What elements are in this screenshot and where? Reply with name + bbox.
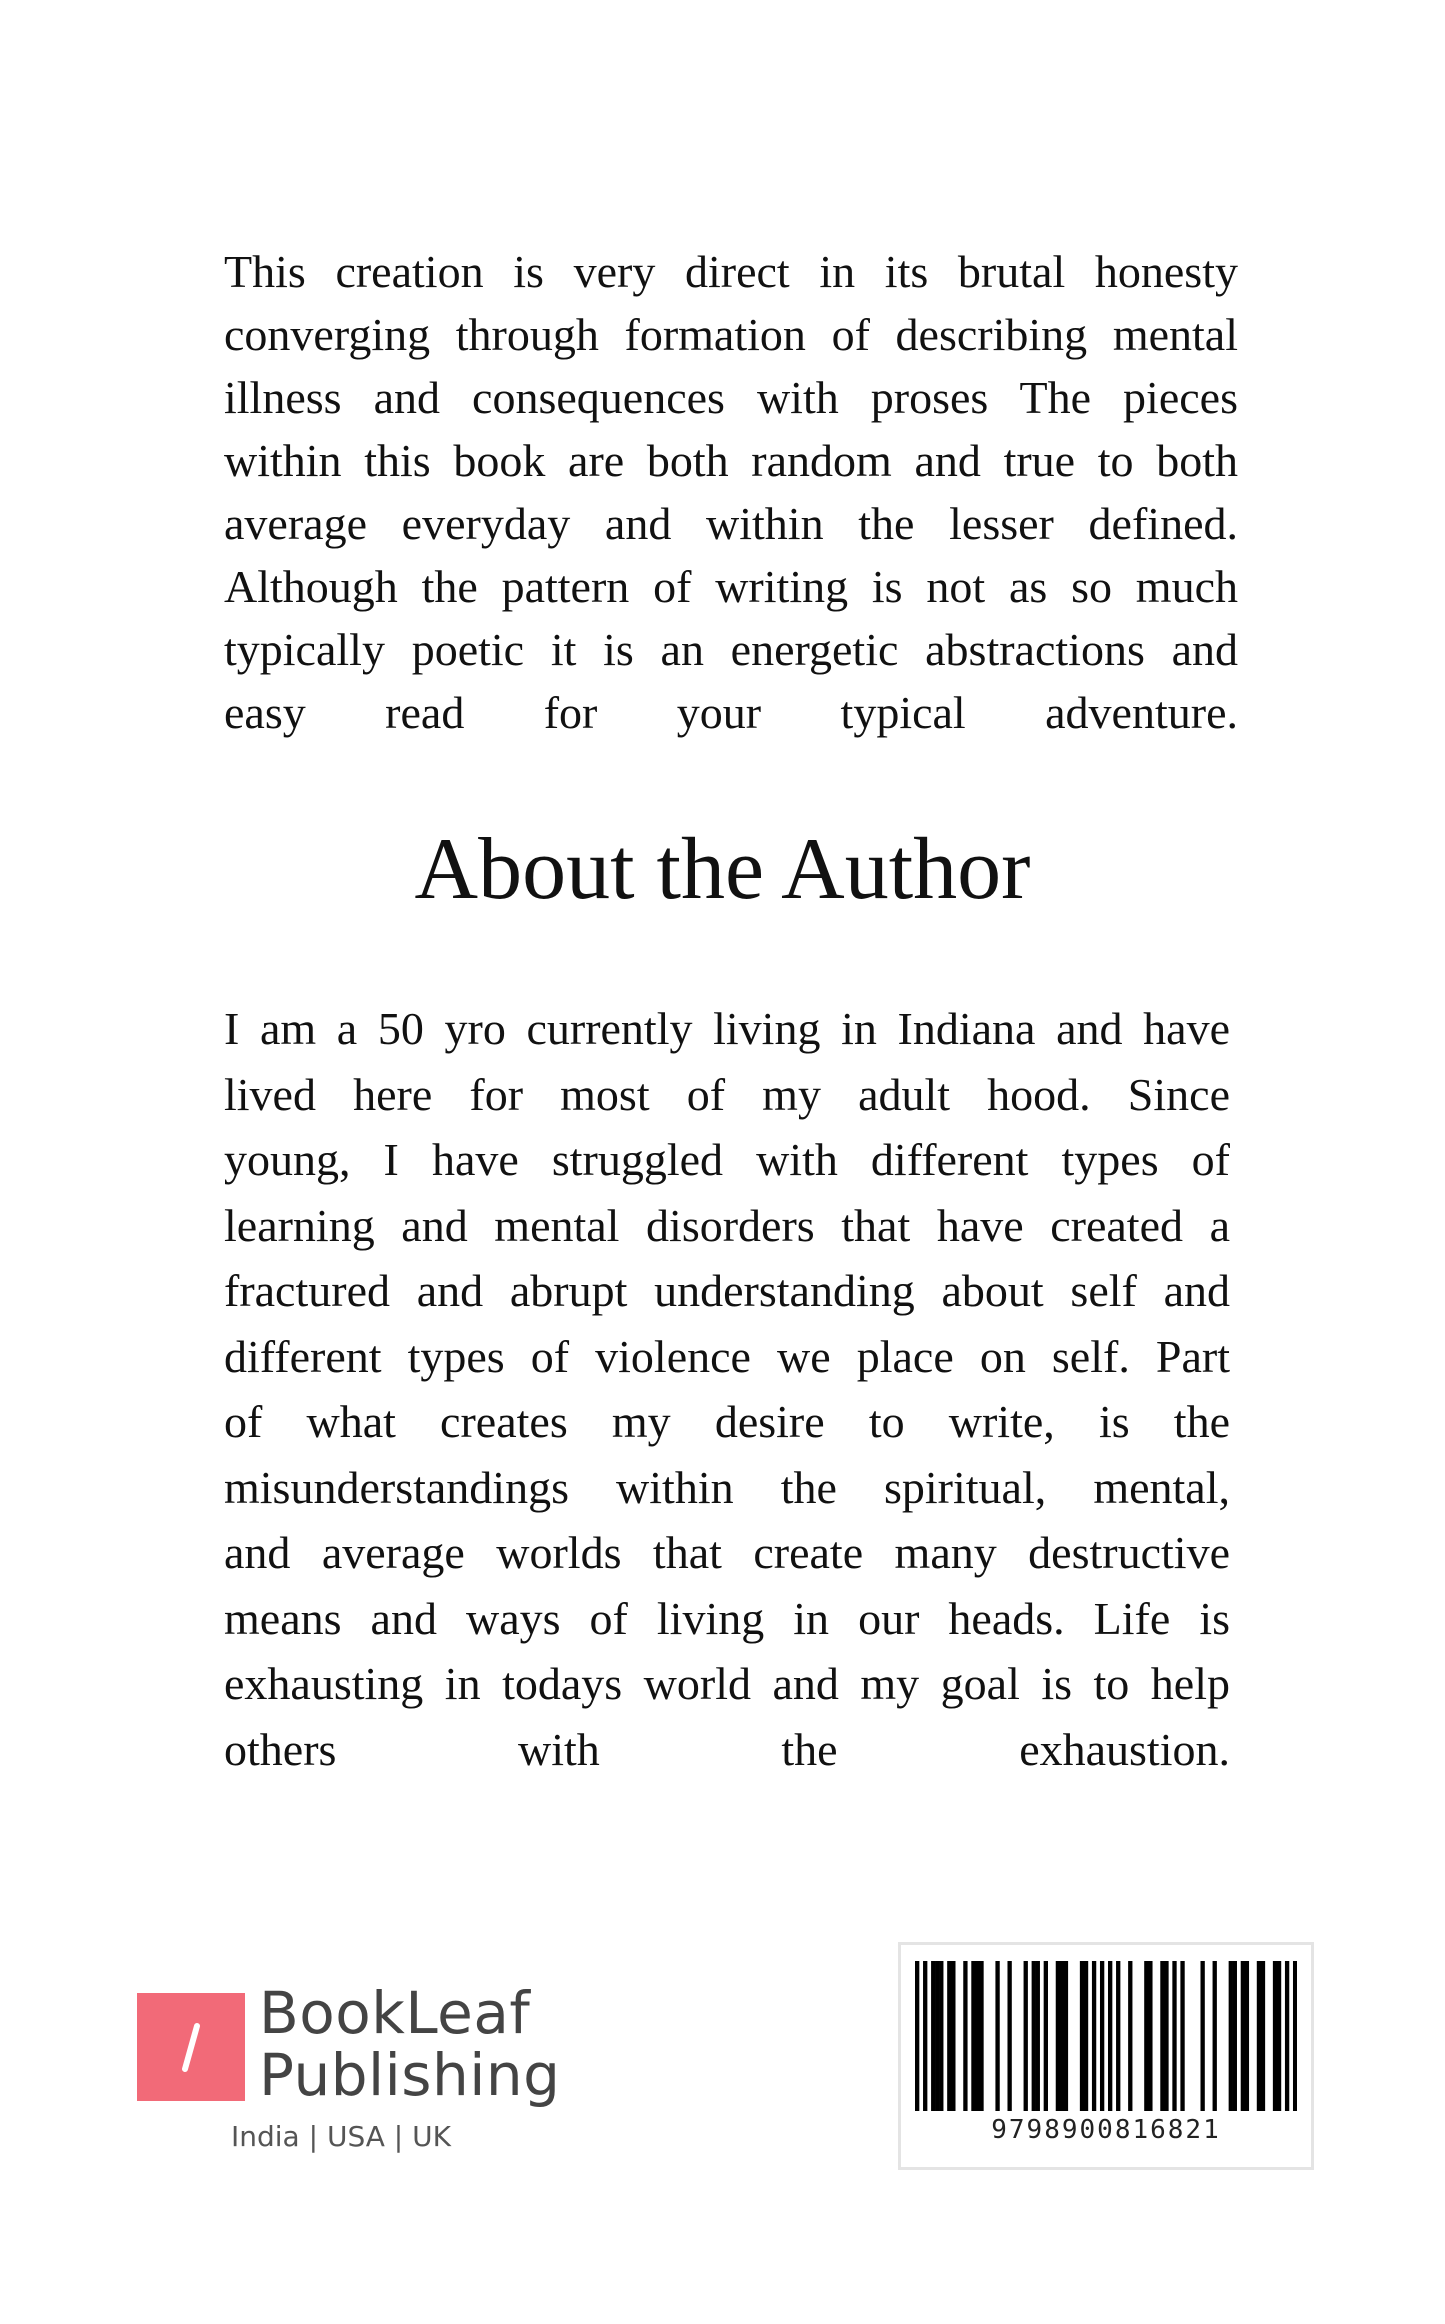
barcode-bar xyxy=(971,1961,975,2111)
bio-line: I am a 50 yro currently living in Indiana and have xyxy=(224,1003,1230,1054)
barcode-bar xyxy=(1148,1961,1152,2111)
barcode-bar xyxy=(951,1961,955,2111)
barcode-bar xyxy=(963,1961,967,2111)
barcode-bar xyxy=(1213,1961,1217,2111)
barcode-bar xyxy=(1241,1961,1245,2111)
barcode-bar xyxy=(1233,1961,1237,2111)
barcode-bar xyxy=(1007,1961,1011,2111)
description-line: converging through formation of describing mental xyxy=(224,309,1238,360)
description-line: within this book are both random and true to both xyxy=(224,435,1238,486)
barcode xyxy=(898,1942,1314,2170)
barcode-bar xyxy=(1036,1961,1040,2111)
barcode-bar xyxy=(1245,1961,1249,2111)
description-line: This creation is very direct in its brutal honesty xyxy=(224,246,1238,297)
barcode-bar xyxy=(1108,1961,1112,2111)
barcode-bar xyxy=(1044,1961,1048,2111)
description-line: typically poetic it is an energetic abstractions and xyxy=(224,624,1238,675)
description-line: average everyday and within the lesser defined. xyxy=(224,498,1238,549)
publisher-regions: India | USA | UK xyxy=(231,2120,451,2153)
barcode-bar xyxy=(979,1961,983,2111)
description-line: easy read for your typical adventure. xyxy=(224,687,1238,738)
bio-line: exhausting in todays world and my goal is to help xyxy=(224,1658,1230,1709)
author-bio xyxy=(224,996,1230,1782)
barcode-bar xyxy=(1032,1961,1036,2111)
barcode-bar xyxy=(995,1961,999,2111)
barcode-bar xyxy=(1172,1961,1176,2111)
isbn-number: 9798900816821 xyxy=(991,2115,1221,2145)
barcode-bar xyxy=(915,1961,919,2111)
barcode-bar xyxy=(1285,1961,1289,2111)
barcode-bar xyxy=(923,1961,927,2111)
about-author-heading: About the Author xyxy=(414,821,1031,918)
bio-line: of what creates my desire to write, is the xyxy=(224,1396,1230,1447)
publisher-logo xyxy=(137,1993,245,2101)
bio-line: misunderstandings within the spiritual, mental, xyxy=(224,1461,1230,1513)
bio-line: fractured and abrupt understanding about self and xyxy=(224,1265,1230,1316)
barcode-bar xyxy=(931,1961,935,2111)
barcode-bar xyxy=(939,1961,943,2111)
barcode-bar xyxy=(1080,1961,1084,2111)
slash-logo-icon xyxy=(137,1993,245,2101)
bio-line: means and ways of living in our heads. Life is xyxy=(224,1592,1230,1644)
barcode-bar xyxy=(1084,1961,1088,2111)
publisher-name-line2: Publishing xyxy=(259,2041,561,2109)
barcode-bar xyxy=(1092,1961,1096,2111)
barcode-bar xyxy=(1144,1961,1148,2111)
barcode-bar xyxy=(1261,1961,1265,2111)
barcode-bar xyxy=(1164,1961,1168,2111)
barcode-bar xyxy=(1160,1961,1164,2111)
barcode-bars xyxy=(915,1961,1297,2111)
description-line: Although the pattern of writing is not as so much xyxy=(224,561,1238,612)
bio-line: learning and mental disorders that have created a xyxy=(224,1199,1230,1251)
barcode-bar xyxy=(1273,1961,1277,2111)
barcode-bar xyxy=(1128,1961,1132,2111)
bio-line: lived here for most of my adult hood. Since xyxy=(224,1068,1230,1120)
description-line: illness and consequences with proses The pieces xyxy=(224,372,1238,423)
bio-line: others with the exhaustion. xyxy=(224,1723,1230,1775)
barcode-bar xyxy=(1116,1961,1120,2111)
barcode-bar xyxy=(1180,1961,1184,2111)
publisher-name-line1: BookLeaf xyxy=(259,1979,531,2047)
barcode-bar xyxy=(1060,1961,1064,2111)
bio-line: and average worlds that create many destructive xyxy=(224,1527,1230,1578)
book-description xyxy=(224,240,1238,744)
barcode-bar xyxy=(947,1961,951,2111)
barcode-bar xyxy=(1293,1961,1297,2111)
barcode-bar xyxy=(1064,1961,1068,2111)
barcode-bar xyxy=(1100,1961,1104,2111)
barcode-bar xyxy=(1229,1961,1233,2111)
barcode-bar xyxy=(1257,1961,1261,2111)
barcode-bar xyxy=(1277,1961,1281,2111)
bio-line: different types of violence we place on self. Part xyxy=(224,1330,1230,1382)
barcode-bar xyxy=(935,1961,939,2111)
barcode-bar xyxy=(1056,1961,1060,2111)
barcode-bar xyxy=(1200,1961,1204,2111)
bio-line: young, I have struggled with different types of xyxy=(224,1134,1230,1185)
barcode-bar xyxy=(1024,1961,1028,2111)
barcode-bar xyxy=(975,1961,979,2111)
